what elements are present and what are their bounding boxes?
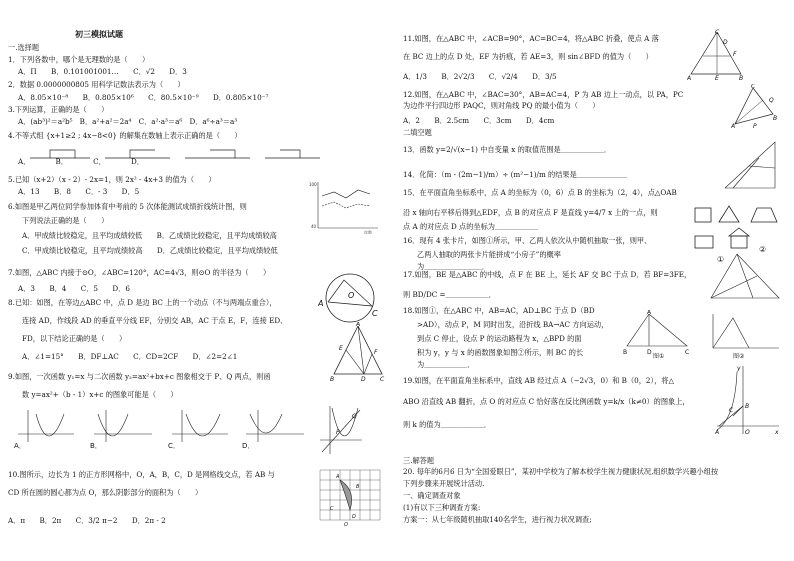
q4-text: 4.不等式组 {x+1≥2 ; 4x−8<0} 的解集在数轴上表示正确的是（ ） <box>8 131 242 140</box>
q18-caption-1: 图① <box>653 353 665 360</box>
q16-label-1: ① <box>717 255 725 264</box>
q11-label-a: A <box>687 75 692 82</box>
q8-label-c: C <box>380 376 385 382</box>
section-choice: 一.选择题 <box>8 43 40 52</box>
q6-option-cd: C．甲成绩比较稳定，且平均成绩较高 D．乙成绩比较稳定，且平均成绩较低 <box>22 246 278 255</box>
q6-xlabel: 次数 <box>364 230 372 234</box>
page-title: 初三模拟试题 <box>75 29 123 39</box>
q9-text: 9.如图，一次函数 y₁=x 与二次函数 y₂=ax²+bx+c 图象相交于 P、Q 两点，则函 <box>8 372 271 381</box>
q18-text: 18.如图①，在△ABC 中，AB=AC，AD⊥BC 于点 D（BD <box>403 306 595 315</box>
q18-figures <box>623 310 783 360</box>
q18-text-2: >AD），动点 P，M 同时出发，沿折线 BA→AC 方向运动， <box>417 320 609 329</box>
q7-figure <box>318 268 378 328</box>
q19-label-b: B <box>745 403 750 410</box>
q2-text: 2．数据 0.0000000805 用科学记数法表示为（ ） <box>8 80 185 89</box>
q19-label-x: x <box>775 429 779 436</box>
q6-y-100: 100 <box>309 182 317 187</box>
q12-label-c: C <box>751 84 756 90</box>
q19-label-y: y <box>737 365 741 372</box>
q20-text-3: 一、确定调查对象 <box>403 491 461 500</box>
q7-options: A．3 B．4 C．5 D．6 <box>18 284 130 293</box>
q11-label-d: D <box>723 39 728 46</box>
q20-text: 20. 每年的6月6 日为“全国爱眼日”，某初中学校为了解本校学生视力健康状况,组织数学兴趣小组按 <box>403 467 719 476</box>
q10-text: 10.图所示，边长为 1 的正方形网格中，O，A，B，C，D 是网格线交点，若 AB 与 <box>8 470 275 479</box>
q5-text: 5.已知（x+2）（x - 2）- 2x=1，则 2x² - 4x+3 的值为（ ） <box>8 175 216 184</box>
q10-label-o: O <box>344 522 348 526</box>
q10-label-a: A <box>336 474 340 480</box>
q20-text-4: (1)有以下三种调查方案: <box>403 503 481 512</box>
q4-number-lines <box>30 146 320 166</box>
q7-label-a: A <box>318 299 324 308</box>
q7-text: 7.如图，△ABC 内接于⊙O，∠ABC=120°，AC=4√3，则⊙O 的半径为（ ） <box>8 268 271 277</box>
q12-text: 12.如图，在△ABC 中，∠BAC=30°，AB=AC=4，P 为 AB 边上一动点，以 PA，PC <box>403 90 684 99</box>
q13-text: 13．函数 y=2/√(x−1) 中自变量 x 的取值范围是＿＿＿＿＿＿． <box>403 145 612 154</box>
q6-line-chart <box>308 178 380 234</box>
q16-text-3: 为＿＿＿＿＿＿＿＿． <box>417 262 489 271</box>
q18-label-c: C <box>685 349 690 356</box>
q14-text: 14．化简：（m - (2m−1)/m）÷ (m²−1)/m 的结果是＿＿＿＿＿＿＿ <box>403 170 628 179</box>
q11-text-2: 在 BC 边上的点 D 处，EF 为折痕，若 AE=3，则 sin∠BFD 的值为（ ） <box>403 52 653 61</box>
q2-options: A．8.05×10⁻⁸ B．0.805×10⁶ C．80.5×10⁻⁹ D．0.805×10⁻⁷ <box>18 93 269 102</box>
q8-text-2: 连接 AD，作线段 AD 的垂直平分线 EF，分别交 AB，AC 于点 E，F，连接 ED、 <box>22 316 288 325</box>
q7-label-c: C <box>372 309 378 318</box>
q19-label-o: O <box>745 429 750 436</box>
q9-label-p: P <box>336 429 340 436</box>
q19-figure <box>713 362 783 436</box>
q3-options: A．(ab³)²＝a²b⁵ B．a²+a²＝2a⁴ C．a²·a³＝a⁶ D．a⁶÷a³＝a³ <box>18 117 238 126</box>
q8-label-d: D <box>361 376 366 382</box>
q1-options: A．Π B．0.101001001… C．√2 D．3 <box>18 67 187 76</box>
right-column <box>397 0 794 561</box>
section-answer: 三.解答题 <box>403 456 435 465</box>
q12-label-b: B <box>773 115 777 122</box>
q10-options: A．π B．2π C．3/2 π−2 D．2π - 2 <box>8 516 166 525</box>
q12-text-2: 为边作平行四边形 PAQC，则对角线 PQ 的最小值为（ ） <box>403 101 600 110</box>
q20-text-2: 下列步骤来开展统计活动. <box>403 479 485 488</box>
q11-figure <box>687 28 747 82</box>
q11-text: 11.如图，在△ABC 中，∠ACB=90°，AC=BC=4，将△ABC 折叠，使点 A 落 <box>403 34 659 43</box>
q8-label-f: F <box>374 349 378 356</box>
q11-label-e: E <box>715 75 719 82</box>
q18-text-5: 为＿＿＿＿＿＿． <box>417 360 475 369</box>
q3-text: 3.下列运算，正确的是（ ） <box>8 105 109 114</box>
q8-label-b: B <box>330 376 335 382</box>
q7-label-o: O <box>348 291 355 300</box>
q12-label-p: P <box>753 123 757 128</box>
q9-label-b: B． <box>90 442 102 450</box>
q8-figure <box>330 322 386 382</box>
q10-label-b: B <box>356 484 360 490</box>
q14-figure <box>719 138 781 192</box>
q6-option-ab: A．甲成绩比较稳定，且平均成绩较低 B．乙成绩比较稳定，且平均成绩较高 <box>22 231 277 240</box>
q16-text-2: 乙两人抽取的两张卡片能拼成“小房子”的概率 <box>417 250 561 259</box>
q20-text-5: 方案一：从七年级随机抽取140名学生，进行视力状况调查; <box>403 515 592 524</box>
q12-figure <box>731 84 777 128</box>
q11-label-f: F <box>733 51 737 58</box>
q1-text: 1．下列各数中，哪个是无理数的是（ ） <box>8 55 150 64</box>
q18-text-4: 积为 y，y 与 x 的函数图象如图②所示，则 BC 的长 <box>417 348 584 357</box>
q10-label-c: C <box>330 506 334 512</box>
q17-text-2: 则 BD/DC =＿＿＿＿＿＿． <box>403 290 496 299</box>
q9-label-a: A． <box>14 442 26 450</box>
section-fill: 二填空题 <box>403 128 432 137</box>
q16-text: 16．现有 4 张卡片，如图①所示，甲、乙两人依次从中随机抽取一张，则甲、 <box>403 236 652 245</box>
q8-text-3: FD，以下结论正确的是（ ） <box>22 334 127 343</box>
q16-label-2: ② <box>759 245 767 254</box>
q19-text-2: ABO 沿直线 AB 翻折，点 O 的对应点 C 恰好落在反比例函数 y=k/x（k≠0）的图象上， <box>403 397 690 406</box>
q9-label-d: D． <box>242 442 255 450</box>
q18-text-3: 到点 C 停止，设点 P 的运动路程为 x，△BPD 的面 <box>417 334 582 343</box>
q18-label-d: D <box>647 349 652 356</box>
q18-caption-2: 图② <box>733 353 745 360</box>
q19-text-3: 则 k 的值为＿＿＿＿＿＿． <box>403 420 491 429</box>
q8-options: A．∠1=15° B．DF⊥AC C．CD=2CF D．∠2=2∠1 <box>22 352 238 361</box>
q18-label-b: B <box>623 349 628 356</box>
q11-options: A．1/3 B．2√2/3 C．√2/4 D．3/5 <box>403 72 557 81</box>
q10-label-d: D <box>352 514 356 520</box>
q19-label-c: C <box>729 407 734 414</box>
q9-option-graphs <box>14 406 314 450</box>
q12-label-q: Q <box>769 97 774 104</box>
q5-options: A．13 B．8 C．- 3 D．5 <box>18 187 140 196</box>
q12-options: A．2 B．2.5cm C．3cm D．4cm <box>403 116 555 125</box>
q9-label-q: Q <box>352 413 357 420</box>
q9-label-c: C． <box>168 442 180 450</box>
q6-y-40: 40 <box>311 224 317 229</box>
q6-text: 6.如图是甲乙两位同学参加体育中考前的 5 次体能测试成绩折线统计图，则 <box>8 202 247 211</box>
q9-text-2: 数 y=ax²+（b - 1）x+c 的图象可能是（ ） <box>22 390 178 399</box>
q15-text-3: 点 A 的对应点 D 点的坐标为＿＿＿＿＿＿ <box>403 222 539 231</box>
q10-grid-figure <box>316 466 382 526</box>
q15-text-2: 沿 x 轴向右平移后得到△EDF，点 B 的对应点 F 是直线 y=4/7 x 上的一点，则 <box>403 208 658 217</box>
q11-label-c: C <box>715 29 720 36</box>
q10-text-2: CD 所在圆的圆心都为点 O，那么阴影部分的面积为（ ） <box>8 488 203 497</box>
q6-text-2: 下列说法正确的是（ ） <box>22 216 109 225</box>
q19-text: 19.如图，在平面直角坐标系中，直线 AB 经过点 A（−2√3，0）和 B（0，2），将△ <box>403 376 674 385</box>
q8-label-a: A <box>356 322 361 328</box>
q8-text: 8.已知：如图，在等边△ABC 中，点 D 是边 BC 上的一个动点（不与两端点重合）， <box>8 298 277 307</box>
q8-label-e: E <box>339 345 343 352</box>
q4-options: A． B． C． D． <box>18 157 144 166</box>
q11-label-b: B <box>739 75 744 82</box>
q17-text: 17.如图，BE 是△ABC 的中线，点 F 在 BE 上，延长 AF 交 BC 于点 D．若 BF=3FE， <box>403 270 692 279</box>
q15-text: 15．在平面直角坐标系中，点 A 的坐标为（0，6）点 B 的坐标为（2，4），点△OAB <box>403 188 677 197</box>
q12-label-a: A <box>731 123 736 128</box>
q17-figure <box>707 250 783 302</box>
q9-figure <box>318 404 364 456</box>
q18-label-a: A <box>647 310 652 316</box>
q19-label-a: A <box>715 429 720 436</box>
